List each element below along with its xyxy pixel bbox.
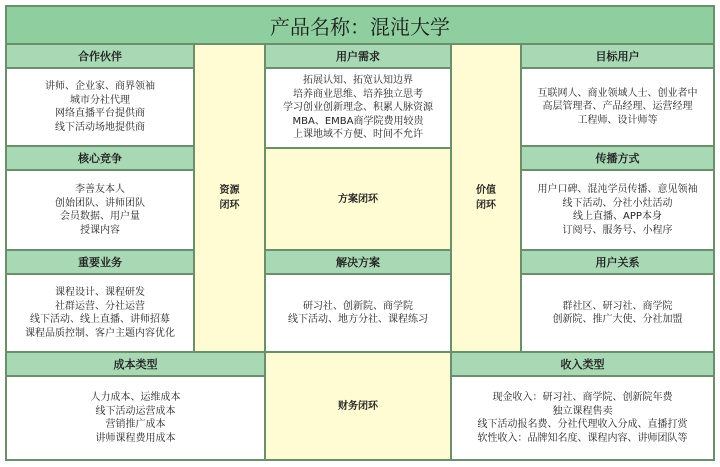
text-line: 培养商业思维、培养独立思考 xyxy=(293,88,423,100)
text-line: 独立课程售卖 xyxy=(552,405,613,417)
text-line: 线上直播、APP本身 xyxy=(573,211,662,222)
cost-body xyxy=(6,376,265,460)
solution-body xyxy=(265,274,451,352)
channels-header: 传播方式 xyxy=(521,146,714,170)
text-line: 授课内容 xyxy=(80,224,120,236)
text-line: 讲师、企业家、商界领袖 xyxy=(45,81,155,92)
finance-loop: 财务闭环 xyxy=(265,352,451,460)
partners-header: 合作伙伴 xyxy=(6,44,194,68)
text-line: 闭环 xyxy=(476,200,496,211)
target-users-header: 目标用户 xyxy=(521,44,714,68)
text-line: 营销推广成本 xyxy=(105,419,166,430)
text-line: 李善友本人 xyxy=(75,184,125,195)
revenue-body xyxy=(451,376,714,460)
key-business-body xyxy=(6,274,194,352)
text-line: 线下活动、地方分社、课程练习 xyxy=(288,314,428,325)
solution-loop: 方案闭环 xyxy=(265,148,451,250)
text-line: 拓展认知、拓宽认知边界 xyxy=(303,75,413,87)
text-line: 现金收入：研习社、商学院、创新院年费 xyxy=(492,392,673,403)
partners-body xyxy=(6,68,194,146)
text-line: 线下活动报名费、分社代理收入分成、直播打赏 xyxy=(477,419,688,430)
text-line: 互联网人、商业领域人士、创业者中 xyxy=(537,87,698,99)
cost-header: 成本类型 xyxy=(6,352,265,376)
core-competition-header: 核心竞争 xyxy=(6,146,194,170)
text-line: 用户口碑、混沌学员传播、意见领袖 xyxy=(537,184,698,195)
user-needs-body xyxy=(265,68,451,148)
text-line: 价值 xyxy=(476,185,496,196)
value-loop xyxy=(451,44,521,352)
revenue-header: 收入类型 xyxy=(451,352,714,376)
text-line: 资源 xyxy=(219,185,240,196)
text-line: 学习创业创新理念、积累人脉资源 xyxy=(283,102,433,114)
text-line: 高层管理者、产品经理、运营经理 xyxy=(542,101,693,113)
text-line: 闭环 xyxy=(219,200,240,211)
canvas-title: 产品名称：混沌大学 xyxy=(6,6,714,44)
core-competition-body xyxy=(6,170,194,250)
text-line: 软性收入：品牌知名度、课程内容、讲师团队等 xyxy=(477,432,688,444)
text-line: 订阅号、服务号、小程序 xyxy=(562,224,673,236)
text-line: 课程品质控制、客户主题内容优化 xyxy=(25,327,175,339)
solution-header: 解决方案 xyxy=(265,250,451,274)
text-line: 研习社、创新院、商学院 xyxy=(303,300,413,312)
text-line: 人力成本、运维成本 xyxy=(90,392,181,403)
text-line: MBA、EMBA商学院费用较贵 xyxy=(292,115,424,127)
text-line: 城市分社代理 xyxy=(70,94,130,106)
text-line: 讲师课程费用成本 xyxy=(95,432,176,444)
text-line: 创新院、推广大使、分社加盟 xyxy=(552,314,683,325)
channels-body xyxy=(521,170,714,250)
text-line: 工程师、设计师等 xyxy=(577,114,658,126)
user-needs-header: 用户需求 xyxy=(265,44,451,68)
text-line: 线下活动、线上直播、讲师招募 xyxy=(30,314,170,325)
resource-loop xyxy=(194,44,265,352)
text-line: 线下活动运营成本 xyxy=(95,405,176,417)
text-line: 线下活动、分社小灶活动 xyxy=(562,197,673,209)
text-line: 上课地域不方便、时间不允许 xyxy=(293,129,423,141)
text-line: 线下活动场地提供商 xyxy=(55,121,145,133)
text-line: 创始团队、讲师团队 xyxy=(55,197,145,209)
target-users-body xyxy=(521,68,714,146)
key-business-header: 重要业务 xyxy=(6,250,194,274)
text-line: 课程设计、课程研发 xyxy=(55,287,145,298)
text-line: 网络直播平台提供商 xyxy=(55,108,145,119)
relations-body xyxy=(521,274,714,352)
text-line: 群社区、研习社、商学院 xyxy=(562,300,673,312)
text-line: 会员数据、用户量 xyxy=(60,211,140,222)
business-canvas xyxy=(5,5,715,461)
relations-header: 用户关系 xyxy=(521,250,714,274)
text-line: 社群运营、分社运营 xyxy=(55,300,145,312)
